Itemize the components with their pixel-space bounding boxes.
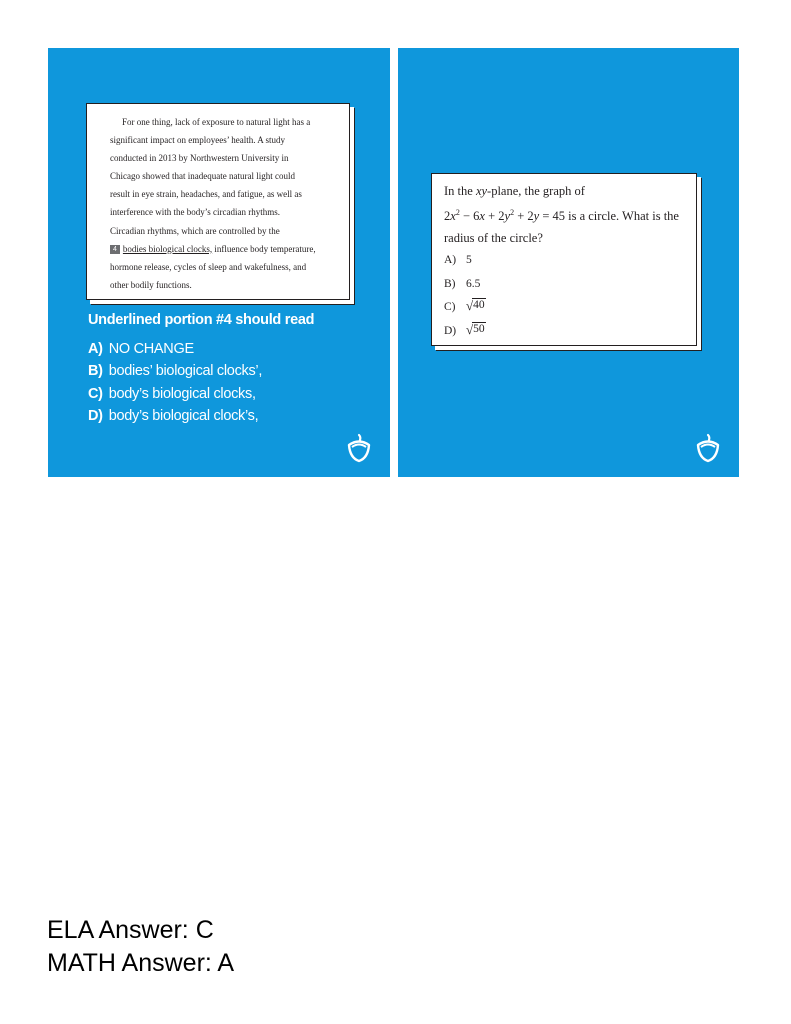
acorn-icon xyxy=(695,433,721,463)
question-equation-tail: is a circle. What is the xyxy=(565,209,679,224)
passage-line: hormone release, cycles of sleep and wakefulness, and xyxy=(110,261,307,272)
passage-line: Chicago showed that inadequate natural light could xyxy=(110,171,295,182)
option-text: NO CHANGE xyxy=(108,341,194,357)
radical-sign: √ xyxy=(466,322,474,338)
option-text: 6.5 xyxy=(466,277,481,290)
underlined-portion: bodies biological clocks, xyxy=(122,243,213,254)
option-letter: B) xyxy=(444,277,456,290)
passage-line: other bodily functions. xyxy=(110,279,192,290)
question-number-marker: 4 xyxy=(110,245,120,254)
option-text: 40 xyxy=(473,299,485,312)
math-problem-paper xyxy=(431,173,697,346)
circle-equation: $2x^2 - 6x + 2y^2 + 2y = 45$ xyxy=(444,208,565,224)
option-text: 5 xyxy=(466,254,472,266)
ela-question-card xyxy=(48,48,390,477)
passage-line: For one thing, lack of exposure to natural light has a xyxy=(122,117,311,127)
passage-line: significant impact on employees’ health. A study xyxy=(110,135,286,146)
passage-text xyxy=(110,113,336,294)
acorn-icon xyxy=(346,433,372,463)
ela-option-a xyxy=(88,338,262,360)
passage-line: conducted in 2013 by Northwestern University in xyxy=(110,153,289,164)
passage-paper xyxy=(86,103,350,300)
ela-answer: ELA Answer: C xyxy=(47,916,214,944)
question-after-variable: -plane, the graph of xyxy=(487,184,585,198)
option-letter: A) xyxy=(444,254,457,266)
passage-line: Circadian rhythms, which are controlled by the xyxy=(110,225,280,236)
option-text: bodies’ biological clocks’, xyxy=(108,363,263,380)
question-intro: In the xyxy=(444,184,476,198)
passage-continuation: influence body temperature, xyxy=(212,243,316,254)
passage-line: result in eye strain, headaches, and fatigue, as well as xyxy=(110,189,302,200)
math-option-d xyxy=(444,320,486,344)
ela-answer-options xyxy=(88,338,262,427)
option-text: body’s biological clocks, xyxy=(108,385,256,402)
passage-line-underlined xyxy=(110,240,336,258)
math-question-text xyxy=(444,180,692,249)
passage-line: interference with the body’s circadian rhythms. xyxy=(110,207,280,218)
math-answer: MATH Answer: A xyxy=(47,949,235,977)
ela-option-d xyxy=(88,405,262,427)
math-option-a xyxy=(444,249,486,273)
math-option-c xyxy=(444,296,486,320)
option-text: 50 xyxy=(473,323,485,336)
question-variable: xy xyxy=(475,184,488,198)
ela-question-prompt: Underlined portion #4 should read xyxy=(88,312,315,328)
ela-option-c xyxy=(88,383,262,405)
math-question-card xyxy=(398,48,739,477)
math-option-b xyxy=(444,273,486,297)
option-letter: B) xyxy=(88,363,103,380)
option-letter: D) xyxy=(444,325,457,338)
answer-key xyxy=(47,914,234,980)
ela-option-b xyxy=(88,360,262,382)
radical-sign: √ xyxy=(466,298,474,314)
option-letter: C) xyxy=(444,301,456,314)
option-letter: A) xyxy=(88,341,103,357)
math-answer-options xyxy=(444,249,486,344)
square-root xyxy=(466,322,486,336)
square-root xyxy=(466,298,486,312)
option-text: body’s biological clock’s, xyxy=(108,407,259,424)
question-end: radius of the circle? xyxy=(444,231,543,246)
option-letter: C) xyxy=(88,385,103,402)
option-letter: D) xyxy=(88,407,103,424)
